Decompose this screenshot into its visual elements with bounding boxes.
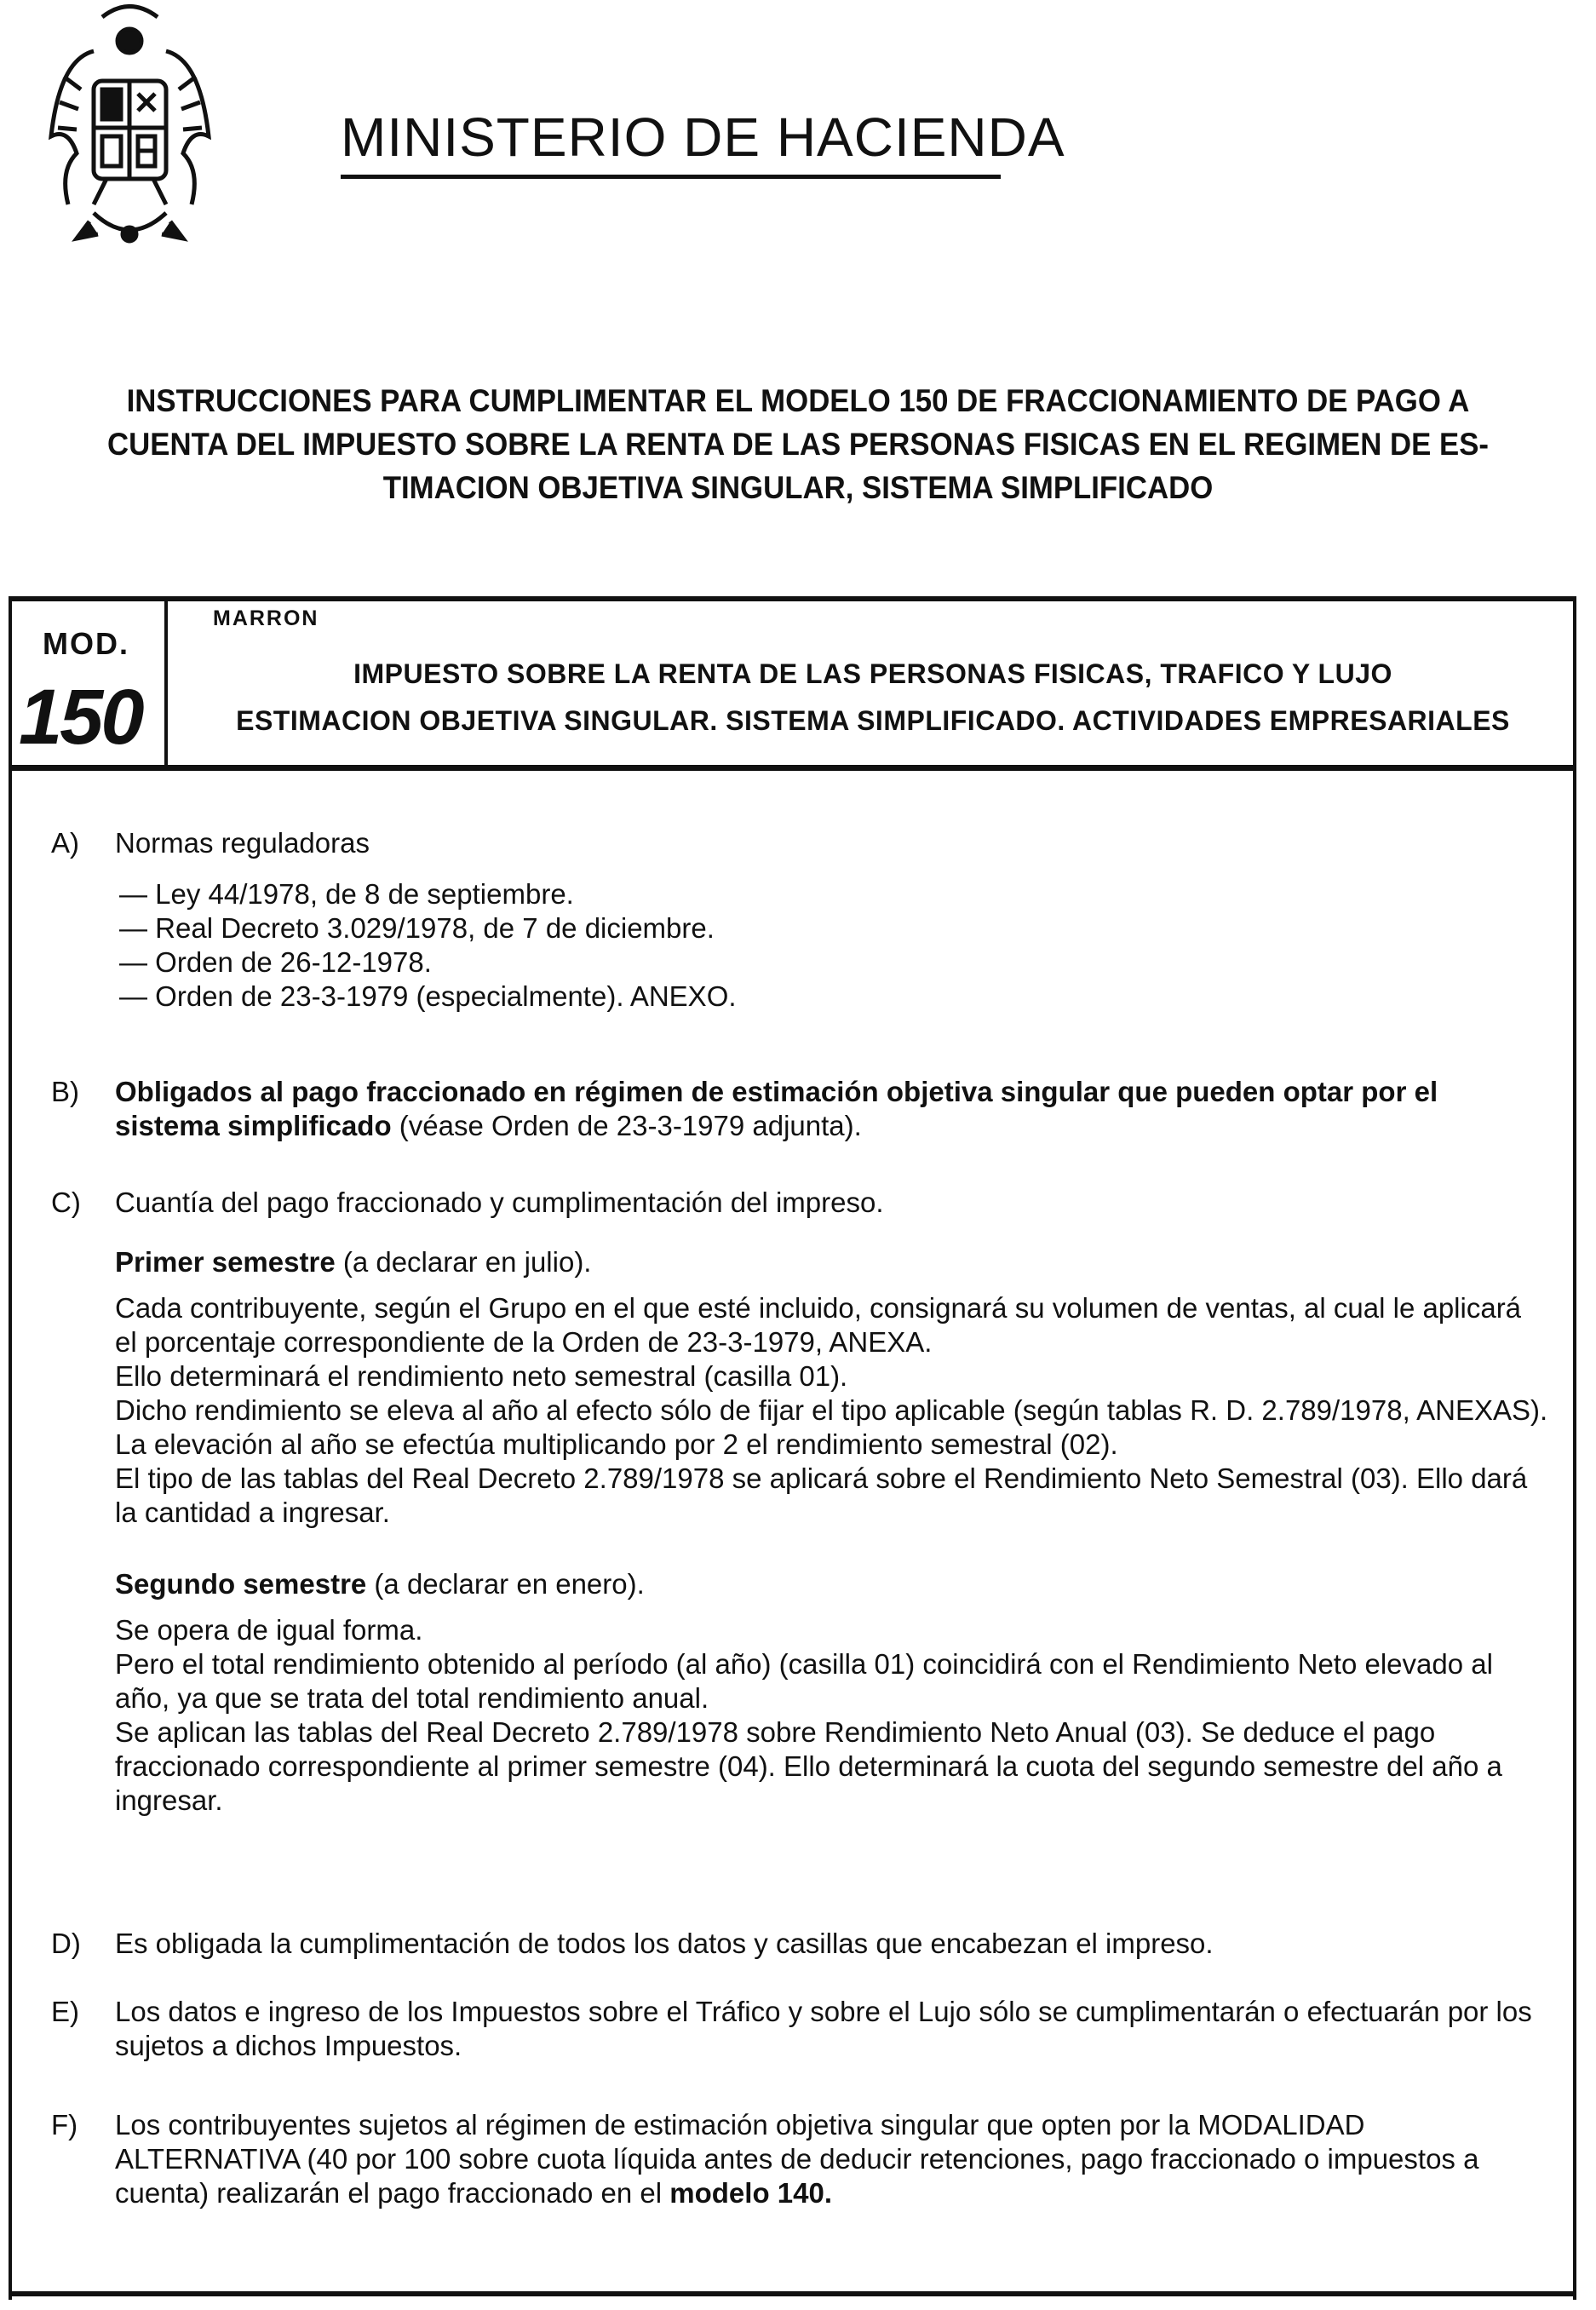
- instructions-title: [58, 379, 1539, 509]
- form-header-line-1: IMPUESTO SOBRE LA RENTA DE LAS PERSONAS FISICAS, TRAFICO Y LUJO: [353, 658, 1392, 689]
- paragraph: Se aplican las tablas del Real Decreto 2.789/1978 sobre Rendimiento Neto Anual (03). Se deduce el pago fraccionado correspondiente al primer semestre (04). Ello determinará la cuota del segundo semestre del año a ingresar.: [115, 1716, 1502, 1816]
- section-letter: B): [51, 1076, 79, 1107]
- list-item: — Ley 44/1978, de 8 de septiembre.: [119, 878, 574, 910]
- form-header-line-2: ESTIMACION OBJETIVA SINGULAR. SISTEMA SIMPLIFICADO. ACTIVIDADES EMPRESARIALES: [236, 705, 1510, 736]
- list-item: — Orden de 26-12-1978.: [119, 946, 432, 978]
- subsection-heading-note: (a declarar en julio).: [335, 1246, 592, 1278]
- instructions-line-3: TIMACION OBJETIVA SINGULAR, SISTEMA SIMPLIFICADO: [382, 470, 1214, 505]
- paragraph: Cada contribuyente, según el Grupo en el que esté incluido, consignará su volumen de ventas, al cual le aplicará el porcentaje correspondiente de la Orden de 23-3-1979, ANEXA.: [115, 1292, 1522, 1358]
- subsection-heading-note: (a declarar en enero).: [366, 1568, 645, 1600]
- section-c: [51, 1186, 1550, 1818]
- section-letter: A): [51, 827, 79, 859]
- model-number: 150: [19, 674, 142, 761]
- paragraph: Dicho rendimiento se eleva al año al efecto sólo de fijar el tipo aplicable (según tablas R. D. 2.789/1978, ANEXAS). La elevación al año se efectúa multiplicando por 2 el rendimiento semestral (02).: [115, 1394, 1548, 1460]
- model-box-divider: [164, 601, 168, 765]
- section-b: [51, 1075, 1550, 1143]
- section-text-bold: modelo 140.: [669, 2177, 832, 2209]
- paragraph: Ello determinará el rendimiento neto semestral (casilla 01).: [115, 1360, 848, 1392]
- section-f: [51, 2108, 1550, 2210]
- paragraph: Se opera de igual forma.: [115, 1614, 423, 1646]
- section-text: Es obligada la cumplimentación de todos los datos y casillas que encabezan el impreso.: [115, 1928, 1214, 1959]
- coat-of-arms-icon: [43, 0, 217, 281]
- section-text: Los datos e ingreso de los Impuestos sobre el Tráfico y sobre el Lujo sólo se cumplimentarán o efectuarán por los sujetos a dichos Impuestos.: [115, 1996, 1532, 2061]
- subsection-heading: Segundo semestre: [115, 1568, 367, 1600]
- frame-bottom-rule: [9, 2291, 1576, 2296]
- section-e: [51, 1995, 1550, 2063]
- ministry-title: MINISTERIO DE HACIENDA: [341, 106, 1065, 168]
- section-letter: F): [51, 2109, 78, 2140]
- section-d: [51, 1927, 1550, 1961]
- list-item: — Real Decreto 3.029/1978, de 7 de diciembre.: [119, 912, 715, 944]
- section-a: [51, 826, 1550, 1014]
- section-letter: C): [51, 1187, 81, 1218]
- section-letter: D): [51, 1928, 81, 1959]
- section-title: Normas reguladoras: [115, 827, 370, 859]
- section-letter: E): [51, 1996, 79, 2027]
- paragraph: Pero el total rendimiento obtenido al período (al año) (casilla 01) coincidirá con el Rendimiento Neto elevado al año, ya que se trata del total rendimiento anual.: [115, 1648, 1493, 1714]
- form-color-label: MARRON: [213, 606, 319, 630]
- section-text: (véase Orden de 23-3-1979 adjunta).: [391, 1110, 862, 1141]
- header-bottom-rule: [9, 765, 1576, 771]
- subsection-heading: Primer semestre: [115, 1246, 336, 1278]
- section-text-bold: Obligados al pago fraccionado en régimen de estimación objetiva singular que pueden optar por el sistema simplificado: [115, 1076, 1438, 1141]
- title-underline: [341, 175, 1001, 179]
- instructions-line-1: INSTRUCCIONES PARA CUMPLIMENTAR EL MODELO 150 DE FRACCIONAMIENTO DE PAGO A: [126, 383, 1470, 418]
- instructions-line-2: CUENTA DEL IMPUESTO SOBRE LA RENTA DE LAS PERSONAS FISICAS EN EL REGIMEN DE ES-: [107, 427, 1489, 462]
- section-title: Cuantía del pago fraccionado y cumplimentación del impreso.: [115, 1187, 884, 1218]
- model-label: MOD.: [43, 626, 129, 661]
- paragraph: El tipo de las tablas del Real Decreto 2.789/1978 se aplicará sobre el Rendimiento Neto Semestral (03). Ello dará la cantidad a ingresar.: [115, 1462, 1528, 1528]
- list-item: — Orden de 23-3-1979 (especialmente). ANEXO.: [119, 980, 737, 1012]
- frame-top-rule: [9, 596, 1576, 601]
- section-text: Los contribuyentes sujetos al régimen de estimación objetiva singular que opten por la MODALIDAD ALTERNATIVA (40 por 100 sobre cuota líquida antes de deducir retenciones, pago fraccionado o impuestos a cuenta) realizarán el pago fraccionado en el: [115, 2109, 1479, 2209]
